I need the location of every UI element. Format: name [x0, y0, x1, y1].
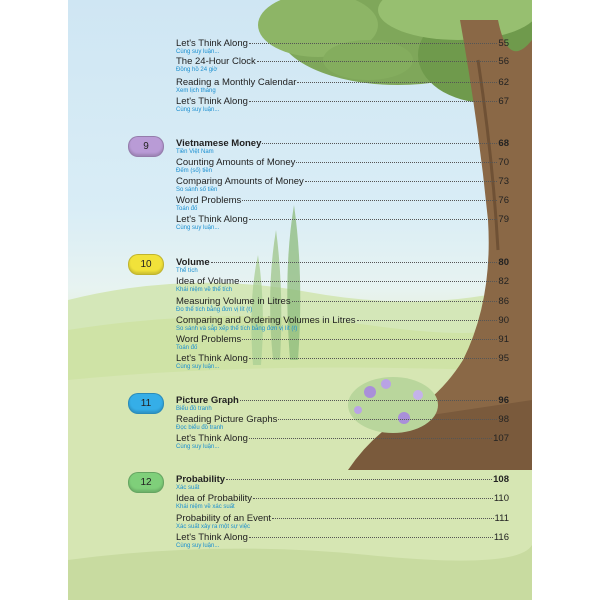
unit-heading[interactable]: Picture Graph 96	[176, 395, 509, 406]
toc-entry[interactable]: Let's Think Along 107	[176, 433, 509, 444]
toc-entry-subtitle: Tiền Việt Nam	[176, 149, 214, 155]
unit-heading[interactable]: Probability 108	[176, 474, 509, 485]
toc-entry-subtitle: Cùng suy luận...	[176, 444, 220, 450]
unit-heading[interactable]: Vietnamese Money 68	[176, 138, 509, 149]
unit-heading[interactable]: Volume 80	[176, 257, 509, 268]
toc-entry-subtitle: Đếm (số) tiền	[176, 168, 213, 174]
toc-entry-subtitle: Toán đố	[176, 345, 198, 351]
toc-entry[interactable]: Reading a Monthly Calendar 62	[176, 77, 509, 88]
toc-entry-subtitle: Khái niệm về thể tích	[176, 287, 233, 293]
toc-entry-subtitle: Xem lịch tháng	[176, 88, 216, 94]
toc-entry[interactable]: Counting Amounts of Money 70	[176, 157, 509, 168]
toc-entry-subtitle: Toán đố	[176, 206, 198, 212]
book-page	[68, 0, 532, 600]
toc-entry[interactable]: Comparing Amounts of Money 73	[176, 176, 509, 187]
toc-entry[interactable]: Let's Think Along 55	[176, 38, 509, 49]
toc-entry[interactable]: Probability of an Event 111	[176, 513, 509, 524]
toc-entry-subtitle: So sánh và sắp xếp thể tích bằng đơn vị lít (ℓ)	[176, 326, 298, 332]
toc-entry[interactable]: Let's Think Along 116	[176, 532, 509, 543]
toc-entry[interactable]: Let's Think Along 79	[176, 214, 509, 225]
toc-entry-subtitle: Cùng suy luận...	[176, 364, 220, 370]
table-of-contents	[68, 0, 532, 600]
unit-badge: 9	[128, 136, 164, 157]
toc-entry[interactable]: Reading Picture Graphs 98	[176, 414, 509, 425]
toc-entry-subtitle: Khái niệm về xác suất	[176, 504, 235, 510]
toc-entry-subtitle: Xác suất	[176, 485, 200, 491]
toc-entry[interactable]: Word Problems 91	[176, 334, 509, 345]
toc-entry[interactable]: Idea of Volume 82	[176, 276, 509, 287]
unit-badge: 10	[128, 254, 164, 275]
toc-entry-subtitle: Cùng suy luận...	[176, 49, 220, 55]
toc-entry-subtitle: Đo thể tích bằng đơn vị lít (ℓ)	[176, 307, 253, 313]
toc-entry[interactable]: The 24-Hour Clock 56	[176, 56, 509, 67]
toc-entry-subtitle: Đọc biểu đồ tranh	[176, 425, 224, 431]
toc-entry-subtitle: Cùng suy luận...	[176, 225, 220, 231]
toc-entry-subtitle: Đồng hồ 24 giờ	[176, 67, 218, 73]
toc-entry[interactable]: Word Problems 76	[176, 195, 509, 206]
toc-entry-subtitle: Xác suất xảy ra một sự việc	[176, 524, 251, 530]
toc-entry-subtitle: Thể tích	[176, 268, 198, 274]
toc-entry[interactable]: Comparing and Ordering Volumes in Litres 90	[176, 315, 509, 326]
toc-entry[interactable]: Let's Think Along 95	[176, 353, 509, 364]
unit-badge: 11	[128, 393, 164, 414]
unit-badge: 12	[128, 472, 164, 493]
toc-entry-subtitle: Biểu đồ tranh	[176, 406, 212, 412]
toc-entry[interactable]: Let's Think Along 67	[176, 96, 509, 107]
toc-entry-subtitle: Cùng suy luận...	[176, 543, 220, 549]
toc-entry[interactable]: Idea of Probability 110	[176, 493, 509, 504]
toc-entry[interactable]: Measuring Volume in Litres 86	[176, 296, 509, 307]
toc-entry-subtitle: So sánh số tiền	[176, 187, 218, 193]
toc-entry-subtitle: Cùng suy luận...	[176, 107, 220, 113]
